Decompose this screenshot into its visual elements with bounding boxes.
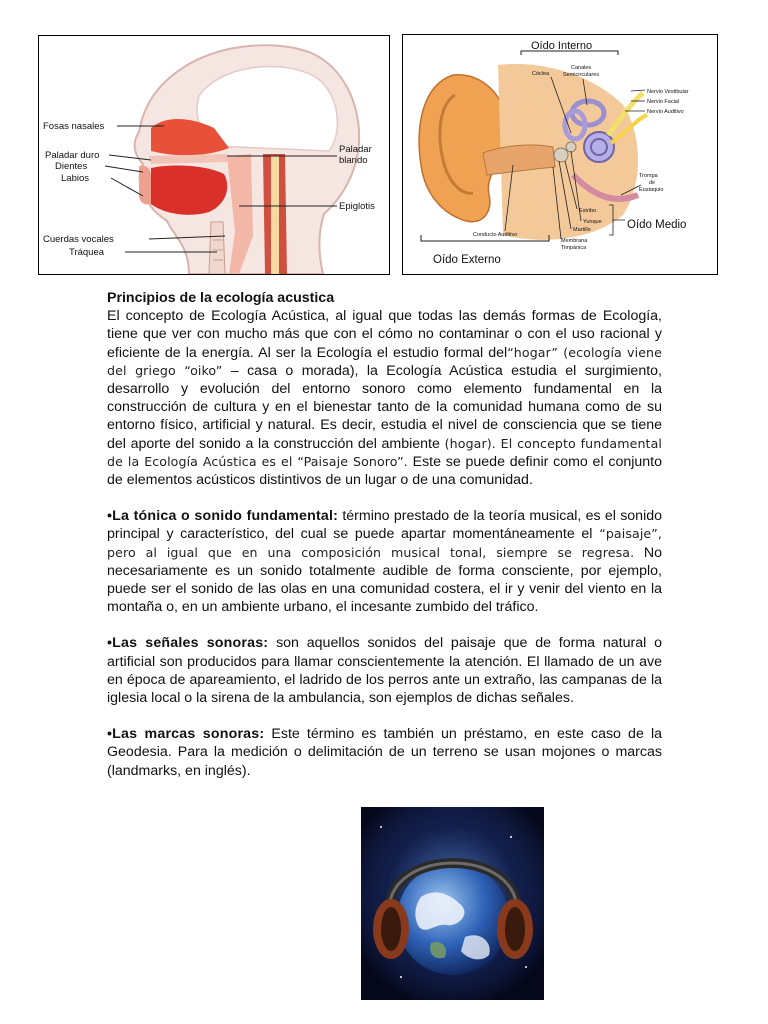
signals-title: •Las señales sonoras: — [107, 635, 269, 652]
intro-text-c: – casa o morada), la Ecología Acústica estudia el surgimiento, desarrollo y evolución del entorno sonoro como elemento fundamental en la construcción de cultura y en el bienestar tanto de la comunidad humana como de su entorno físico, artificial y natural. Es decir, estudia el nivel de consciencia que se tiene del aporte del sonido a la construcción del ambiente — [107, 362, 662, 452]
signals-paragraph — [107, 634, 662, 707]
article-body — [107, 289, 662, 798]
head-anatomy-illustration — [39, 36, 389, 274]
tonic-text-a: término prestado de la teoría musical, es el sonido principal y característico, del cual se puede apartar momentáneamente el — [107, 508, 663, 543]
intro-text-b: “hogar” (ecología viene del griego “oiko” — [107, 344, 662, 378]
label-eustachian-1: Trompa — [639, 173, 658, 179]
label-vocal-cords: Cuerdas vocales — [43, 234, 114, 245]
label-teeth: Dientes — [55, 161, 88, 172]
label-middle-ear: Oído Medio — [627, 219, 687, 231]
intro-paragraph — [107, 307, 662, 489]
label-hammer: Martillo — [573, 227, 591, 233]
label-tympanic-2: Timpánica — [561, 245, 587, 251]
signals-text: son aquellos sonidos del paisaje que de forma natural o artificial son producidos para llamar conscientemente la atención. El llamado de un ave en época de apareamiento, el ladrido de los perros ante un extraño, las campanas de la iglesia local o la sirena de la ambulancia, son ejemplos de dichas señales. — [107, 635, 662, 707]
label-soft-palate-1: Paladar — [339, 144, 372, 155]
label-canals-2: Semicirculares — [563, 72, 600, 78]
tonic-paragraph — [107, 507, 662, 616]
label-tympanic-1: Membrana — [561, 238, 588, 244]
label-nasal: Fosas nasales — [43, 121, 105, 132]
tonic-text-c: No necesariamente es un sonido totalmente audible de forma consciente, por ejemplo, puede ser el sonido de las olas en una comunidad costera, el ir y venir del viento en la montaña o, en un ambiente urbano, el incesante zumbido del tráfico. — [107, 544, 662, 616]
marks-text: Este término es también un préstamo, en este caso de la Geodesia. Para la medición o delimitación de un terreno se usan mojones o marcas (landmarks, en inglés). — [107, 726, 663, 779]
label-anvil: Yunque — [583, 219, 602, 225]
label-hard-palate: Paladar duro — [45, 150, 100, 161]
label-outer-ear: Oído Externo — [433, 254, 501, 266]
intro-text-a: El concepto de Ecología Acústica, al igual que todas las demás formas de Ecología, tiene que ver con mucho más que con el cómo no contaminar o con el uso racional y eficiente de la energía. Al ser la Ecología el estudio formal del — [107, 308, 662, 361]
head-anatomy-figure — [38, 35, 390, 275]
tonic-text-b: “paisaje”, pero al igual que en una composición musical tonal, siempre se regresa. — [107, 526, 662, 560]
label-eustachian-2: de — [649, 180, 656, 186]
label-stirrup: Estribo — [579, 208, 597, 214]
ear-anatomy-figure — [402, 34, 718, 275]
label-inner-ear: Oído Interno — [531, 40, 593, 52]
intro-text-e: Este se puede definir como el conjunto de elementos acústicos distintivos de un lugar o de una comunidad. — [107, 453, 662, 489]
label-vestibular: Nervio Vestibular — [647, 89, 689, 95]
earth-headphones-illustration — [361, 807, 544, 1000]
label-cochlea: Cóclea — [532, 71, 550, 77]
ear-anatomy-illustration — [403, 35, 717, 274]
earth-headphones-image — [361, 807, 544, 1000]
label-canal: Conducto Auditivo — [473, 232, 518, 238]
label-trachea: Tráquea — [69, 247, 105, 258]
label-canals-1: Canales — [571, 65, 592, 71]
marks-paragraph — [107, 725, 662, 780]
tonic-title: •La tónica o sonido fundamental: — [107, 508, 339, 525]
label-soft-palate-2: blando — [339, 155, 368, 166]
label-epiglottis: Epiglotis — [339, 201, 375, 212]
marks-title: •Las marcas sonoras: — [107, 726, 265, 743]
article-title: Principios de la ecología acustica — [107, 290, 335, 306]
label-facial: Nervio Facial — [647, 99, 680, 105]
intro-text-d: (hogar). El concepto fundamental de la Ecología Acústica es el “Paisaje Sonoro”. — [107, 435, 663, 469]
label-eustachian-3: Eustaquio — [639, 187, 664, 193]
label-auditory-nerve: Nervio Auditivo — [647, 109, 684, 115]
label-lips: Labios — [61, 173, 89, 184]
